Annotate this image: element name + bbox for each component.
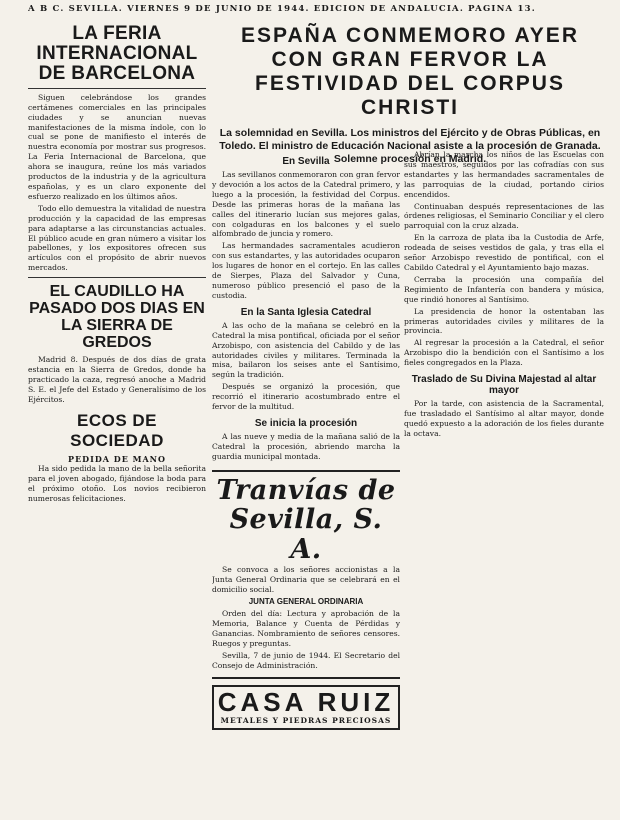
middle-column xyxy=(212,150,400,810)
article-paragraph: Después se organizó la procesión, que recorrió el itinerario acostumbrado entre el fervor de la multitud. xyxy=(212,382,400,412)
headline-feria: LA FERIA INTERNACIONAL DE BARCELONA xyxy=(36,24,198,84)
article-paragraph: Al regresar la procesión a la Catedral, el señor Arzobispo dio la bendición con el Santísimo a los fieles congregados en la Plaza. xyxy=(404,338,604,368)
ad-paragraph: Se convoca a los señores accionistas a la Junta General Ordinaria que se celebrará en el domicilio social. xyxy=(212,564,400,594)
ad-subhead: JUNTA GENERAL ORDINARIA xyxy=(248,597,364,607)
article-paragraph: Por la tarde, con asistencia de la Sacramental, fue trasladado el Santísimo al altar mayor, donde quedó expuesto a la adoración de los fieles durante la octava. xyxy=(404,399,604,438)
article-paragraph: Abrían la marcha los niños de las Escuelas con sus maestros, seguidos por las cofradías con sus estandartes y las hermandades sacramentales de las parroquias de la ciudad, portando cirios encendidos. xyxy=(404,150,604,199)
section-catedral: En la Santa Iglesia Catedral xyxy=(240,306,372,318)
divider xyxy=(28,277,206,278)
headline-ecos: ECOS DE SOCIEDAD xyxy=(70,410,164,450)
section-en-sevilla: En Sevilla xyxy=(282,156,330,167)
ad-casa-ruiz xyxy=(212,685,400,730)
ad-paragraph: Orden del día: Lectura y aprobación de la Memoria, Balance y Cuenta de Pérdidas y Ganancias. Nombramiento de señores censores. Ruegos y preguntas. xyxy=(212,609,400,649)
article-paragraph: Madrid 8. Después de dos días de grata estancia en la Sierra de Gredos, donde ha practicado la caza, regresó anoche a Madrid S. E. el Jefe del Estado y Generalísimo de los Ejércitos. xyxy=(28,355,206,404)
article-paragraph: Las sevillanos conmemoraron con gran fervor y devoción a los actos de la Catedral primero, y luego a la procesión, la festividad del Corpus. Desde las primeras horas de la mañana las calles del itinerario lucían sus mejores galas, con colgaduras en los balcones y el suelo alfombrado de juncia y romero. xyxy=(212,170,400,239)
article-paragraph: A las ocho de la mañana se celebró en la Catedral la misa pontifical, oficiada por el señor Arzobispo, con asistencia del Cabildo y de las autoridades civiles y militares. Terminada la misa, bailaron los seises ante el Santísimo, según la tradición. xyxy=(212,320,400,380)
subheadline-corpus: La solemnidad en Sevilla. Los ministros del Ejército y de Obras Públicas, en Toledo. El ministro de Educación Nacional asiste a la procesión de Granada. Solemne procesión en Madrid. xyxy=(219,126,601,165)
ad-paragraph: Sevilla, 7 de junio de 1944. El Secretario del Consejo de Administración. xyxy=(212,651,400,670)
left-column xyxy=(28,24,206,814)
headline-corpus: ESPAÑA CONMEMORO AYER CON GRAN FERVOR LA FESTIVIDAD DEL CORPUS CHRISTI xyxy=(241,24,579,120)
headline-caudillo: EL CAUDILLO HA PASADO DOS DIAS EN LA SIERRA DE GREDOS xyxy=(29,283,205,351)
section-traslado: Traslado de Su Divina Majestad al altar mayor xyxy=(411,374,597,397)
running-head: A B C. SEVILLA. VIERNES 9 DE JUNIO DE 1944. EDICION DE ANDALUCIA. PAGINA 13. xyxy=(28,4,536,14)
article-paragraph: Cerraba la procesión una compañía del Regimiento de Infantería con bandera y música, que rindió honores al Santísimo. xyxy=(404,274,604,304)
article-paragraph: Continuaban después representaciones de las órdenes religiosas, el Seminario Conciliar y el clero parroquial con la cruz alzada. xyxy=(404,201,604,231)
subhead-pedida: PEDIDA DE MANO xyxy=(68,453,166,464)
article-paragraph: En la carroza de plata iba la Custodia de Arfe, rodeada de seises vestidos de gala, y tras ella el señor Arzobispo revestido de pontifical, con el Cabildo Catedral y el Ayuntamiento bajo mazas. xyxy=(404,233,604,272)
ad-tranvias-title: Tranvías de Sevilla, S. A. xyxy=(216,474,396,566)
ad-casa-subtitle: METALES Y PIEDRAS PRECIOSAS xyxy=(220,716,392,726)
article-paragraph: A las nueve y media de la mañana salió de la Catedral la procesión, abriendo marcha la guardia municipal montada. xyxy=(212,431,400,461)
right-column xyxy=(404,150,604,810)
article-paragraph: Todo ello demuestra la vitalidad de nuestra producción y la capacidad de las empresas para adaptarse a las circunstancias actuales. El público acude en gran número a visitar los pabellones, y los expositores ofrecen sus artículos con el propósito de abrir nuevos mercados. xyxy=(28,203,206,273)
ad-casa-title: CASA RUIZ xyxy=(217,686,395,717)
article-paragraph: Siguen celebrándose los grandes certámenes comerciales en las principales ciudades y se anuncian nuevas manifestaciones de la misma índole, con lo cual se pone de manifiesto el interés de nuestra economía por mostrar sus progresos. La Feria Internacional de Barcelona, que ahora se inaugura, reúne los más variados productos de la industria y de la agricultura españolas, y es un claro exponente del esfuerzo realizado en los últimos años. xyxy=(28,92,206,201)
section-procesion: Se inicia la procesión xyxy=(254,417,358,429)
banner xyxy=(212,24,608,166)
article-paragraph: Las hermandades sacramentales acudieron con sus estandartes, y las autoridades ocuparon los lugares de honor en el cortejo. En las calles de Sierpes, Plaza del Salvador y Cuna, numeroso público presenció el paso de la custodia. xyxy=(212,241,400,300)
article-paragraph: La presidencia de honor la ostentaban las primeras autoridades civiles y militares de la provincia. xyxy=(404,306,604,336)
divider xyxy=(28,88,206,89)
article-paragraph: Ha sido pedida la mano de la bella señorita para el joven abogado, fijándose la boda para el próximo otoño. Los novios recibieron numerosas felicitaciones. xyxy=(28,463,206,503)
ad-tranvias xyxy=(212,470,400,679)
